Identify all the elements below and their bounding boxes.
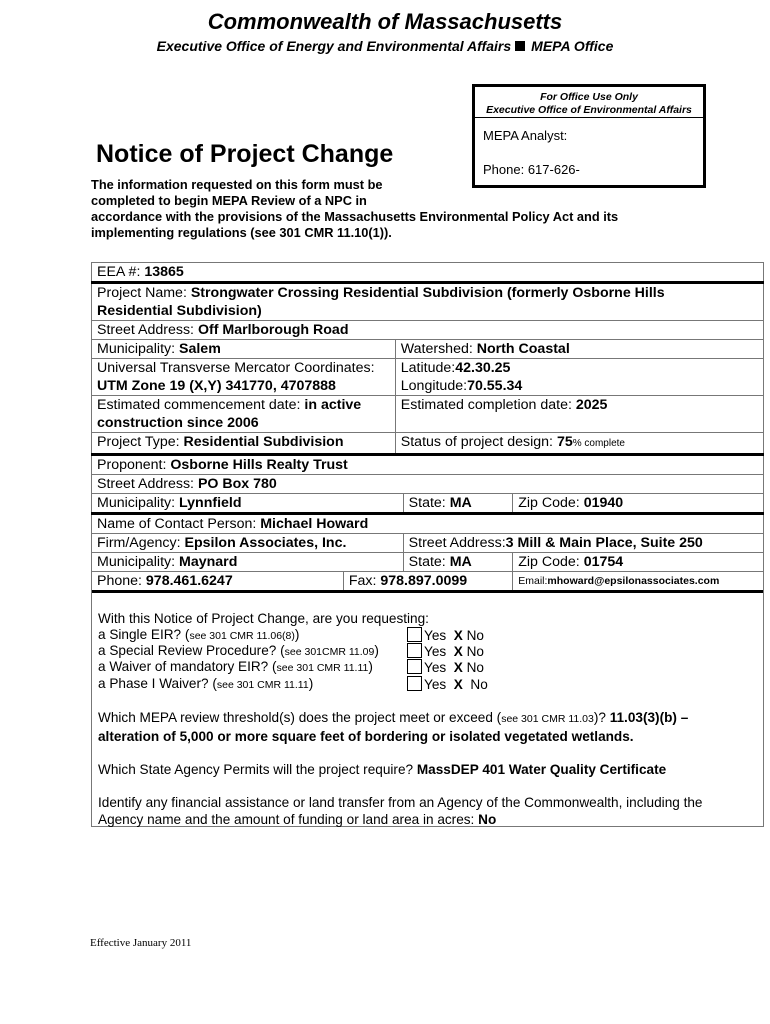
contact-municipality-row [92,553,764,572]
waiver-eir-no-mark[interactable]: X [453,660,463,675]
contact-phone-value: 978.461.6247 [145,573,233,589]
review-questions-section [91,590,764,827]
contact-street-cell: Street Address:3 Mill & Main Place, Suite 250 [403,534,763,553]
proponent-row [92,455,764,475]
watershed-cell: Watershed: North Coastal [395,340,763,359]
office-use-box [472,84,706,188]
effective-date-footer: Effective January 2011 [90,937,192,949]
intro-line: completed to begin MEPA Review of a NPC in [91,193,367,208]
single-eir-yes-checkbox[interactable] [407,627,422,642]
proponent-state-cell: State: MA [403,494,513,514]
longitude-value: 70.55.34 [467,378,523,394]
waiver-eir-yes-checkbox[interactable] [407,659,422,674]
contact-name-cell: Name of Contact Person: Michael Howard [92,514,764,534]
single-eir-no-mark[interactable]: X [453,628,463,643]
contact-email-value: mhoward@epsilonassociates.com [547,575,720,587]
special-review-no-mark[interactable]: X [453,644,463,659]
project-name-row [92,283,764,321]
type-design-row [92,433,764,455]
thresholds-answer-cont: alteration of 5,000 or more square feet of bordering or isolated vegetated wetlands. [98,729,634,744]
project-municipality-value: Salem [179,341,221,357]
page-header-title: Commonwealth of Massachusetts [207,9,563,34]
municipality-watershed-row [92,340,764,359]
latlong-cell: Latitude:42.30.25 Longitude:70.55.34 [395,359,763,396]
permits-answer: MassDEP 401 Water Quality Certificate [416,762,667,777]
firm-value: Epsilon Associates, Inc. [184,535,347,551]
contact-fax-value: 978.897.0099 [380,573,468,589]
financial-answer: No [478,812,497,827]
project-name-value: Strongwater Crossing Residential Subdivision (formerly Osborne Hills [190,285,665,301]
proponent-municipality-cell: Municipality: Lynnfield [92,494,404,514]
office-phone-label: Phone: 617-626- [483,162,580,177]
eea-row [92,263,764,283]
utm-cell: Universal Transverse Mercator Coordinates: UTM Zone 19 (X,Y) 341770, 4707888 [92,359,396,396]
requests-intro: With this Notice of Project Change, are you requesting: [98,611,429,626]
contact-fax-cell: Fax: 978.897.0099 [343,572,512,592]
project-info-table [91,262,764,593]
proponent-state-value: MA [449,495,472,511]
proponent-cell: Proponent: Osborne Hills Realty Trust [92,455,764,475]
firm-cell: Firm/Agency: Epsilon Associates, Inc. [92,534,404,553]
eea-number: 13865 [144,264,184,280]
commencement-value: in active [304,397,362,413]
design-status-value: 75 [556,434,573,450]
project-name-value-cont: Residential Subdivision) [97,303,262,319]
contact-zip-cell: Zip Code: 01754 [513,553,764,572]
contact-state-value: MA [449,554,472,570]
intro-line: implementing regulations (see 301 CMR 11.10(1)). [91,225,392,240]
project-municipality-cell: Municipality: Salem [92,340,396,359]
watershed-value: North Coastal [476,341,570,357]
proponent-zip-cell: Zip Code: 01940 [513,494,764,514]
page-header-subtitle [0,38,770,54]
commencement-value-cont: construction since 2006 [97,415,259,431]
intro-line: The information requested on this form must be [91,177,383,192]
contact-street-value: 3 Mill & Main Place, Suite 250 [505,535,703,551]
design-status-cell: Status of project design: 75% complete [395,433,763,455]
project-type-cell: Project Type: Residential Subdivision [92,433,396,455]
eea-cell: EEA #: 13865 [92,263,764,283]
contact-phone-row [92,572,764,592]
commencement-cell: Estimated commencement date: in active construction since 2006 [92,396,396,433]
special-review-options: Yes X No [407,643,484,659]
contact-zip-value: 01754 [583,554,624,570]
project-type-value: Residential Subdivision [183,434,344,450]
request-special-review: a Special Review Procedure? (see 301CMR 11.09) [98,643,379,658]
square-bullet-icon [515,41,525,51]
thresholds-answer: 11.03(3)(b) – [609,710,689,725]
single-eir-options: Yes X No [407,627,484,643]
form-title: Notice of Project Change [96,140,394,168]
coordinates-row [92,359,764,396]
contact-email-cell: Email:mhoward@epsilonassociates.com [513,572,764,592]
financial-question: Identify any financial assistance or land transfer from an Agency of the Commonwealth, including the Agency name and the amount of funding or land area in acres: No [98,795,703,827]
completion-value: 2025 [575,397,608,413]
contact-name-value: Michael Howard [260,516,369,532]
project-street-value: Off Marlborough Road [197,322,349,338]
office-name: MEPA Office [531,38,614,54]
intro-line: accordance with the provisions of the Massachusetts Environmental Policy Act and its [91,209,619,224]
phase-one-yes-checkbox[interactable] [407,676,422,691]
request-waiver-eir: a Waiver of mandatory EIR? (see 301 CMR 11.11) [98,659,373,674]
special-review-yes-checkbox[interactable] [407,643,422,658]
intro-paragraph [91,177,691,241]
mepa-analyst-label: MEPA Analyst: [483,128,568,143]
office-box-divider [475,117,703,118]
project-name-cell: Project Name: Strongwater Crossing Residential Subdivision (formerly Osborne Hills Residential Subdivision) [92,283,764,321]
phase-one-options: Yes X No [407,676,488,692]
proponent-municipality-row [92,494,764,514]
thresholds-question: Which MEPA review threshold(s) does the project meet or exceed (see 301 CMR 11.03)? 11.03(3)(b) – alteration of 5,000 or more square feet of bordering or isolated vegetated wetlands. [98,710,689,744]
request-single-eir: a Single EIR? (see 301 CMR 11.06(8)) [98,627,300,642]
project-street-cell: Street Address: Off Marlborough Road [92,321,764,340]
contact-name-row [92,514,764,534]
latitude-value: 42.30.25 [455,360,511,376]
contact-state-cell: State: MA [403,553,513,572]
office-use-agency: Executive Office of Environmental Affairs [486,104,692,116]
contact-municipality-cell: Municipality: Maynard [92,553,404,572]
phase-one-no-mark[interactable]: X [453,677,463,692]
request-phase-one-waiver: a Phase I Waiver? (see 301 CMR 11.11) [98,676,314,691]
agency-name: Executive Office of Energy and Environmental Affairs [156,38,512,54]
permits-question: Which State Agency Permits will the project require? MassDEP 401 Water Quality Certificate [98,762,667,777]
office-use-heading: For Office Use Only [540,91,638,103]
contact-phone-cell: Phone: 978.461.6247 [92,572,344,592]
firm-row [92,534,764,553]
proponent-value: Osborne Hills Realty Trust [170,457,348,473]
completion-cell: Estimated completion date: 2025 [395,396,763,433]
proponent-street-value: PO Box 780 [197,476,277,492]
project-street-row [92,321,764,340]
proponent-municipality-value: Lynnfield [179,495,242,511]
proponent-zip-value: 01940 [583,495,624,511]
dates-row [92,396,764,433]
utm-value: UTM Zone 19 (X,Y) 341770, 4707888 [97,378,336,394]
proponent-street-row [92,475,764,494]
contact-municipality-value: Maynard [179,554,238,570]
waiver-eir-options: Yes X No [407,659,484,675]
proponent-street-cell: Street Address: PO Box 780 [92,475,764,494]
